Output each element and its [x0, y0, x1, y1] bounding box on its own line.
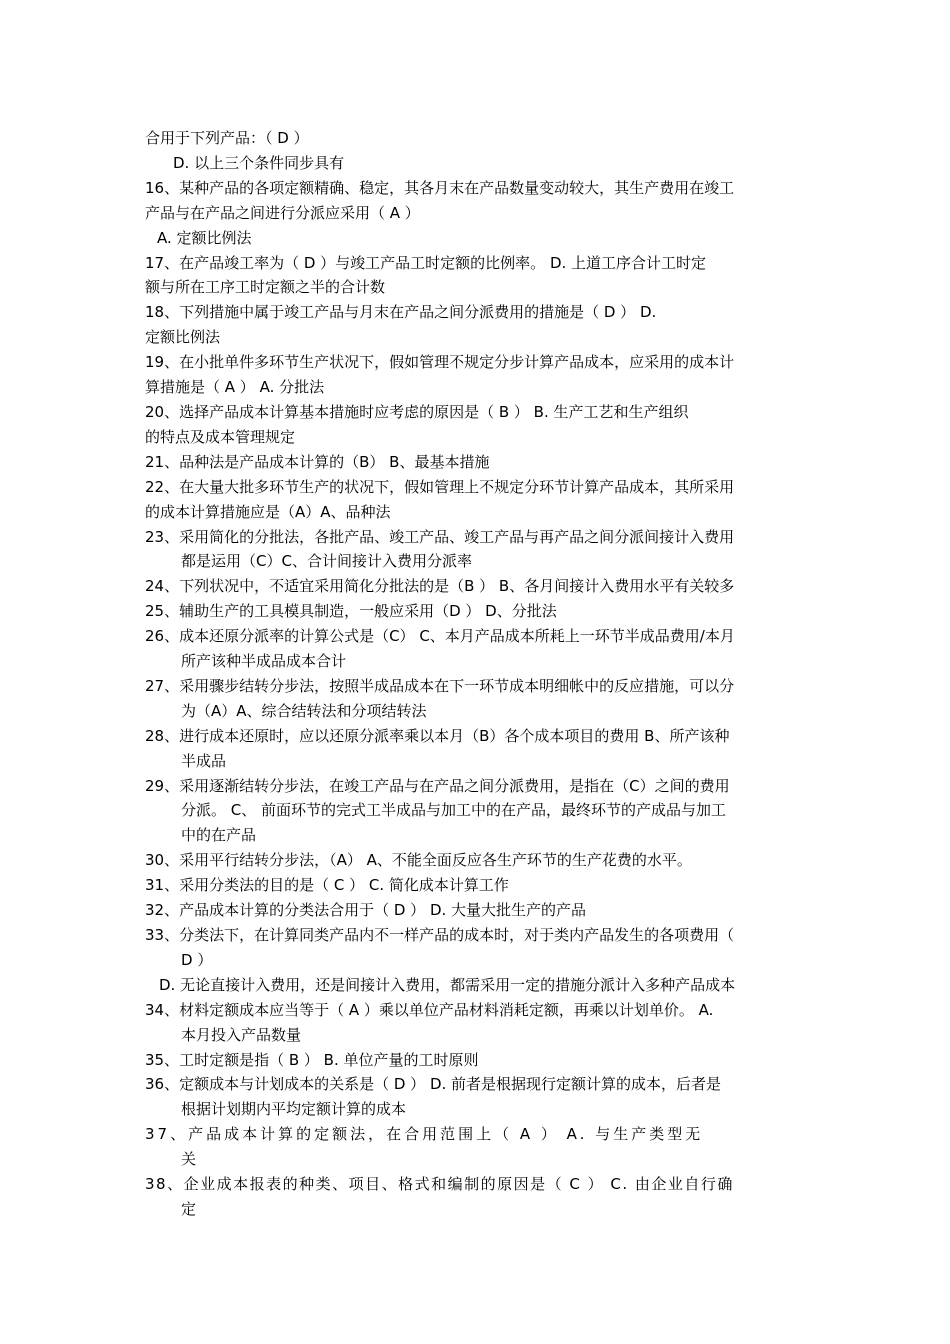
text-line: 22、在大量大批多环节生产的状况下，假如管理上不规定分环节计算产品成本，其所采用 [145, 477, 735, 496]
text-line: 关 [181, 1150, 197, 1169]
text-line: 定 [181, 1199, 197, 1218]
text-line: 都是运用（C）C、合计间接计入费用分派率 [181, 552, 472, 571]
text-line: 30、采用平行结转分步法，（A） A、不能全面反应各生产环节的生产花费的水平。 [145, 851, 692, 870]
document-body [145, 126, 807, 1222]
text-line: 33、分类法下，在计算同类产品内不一样产品的成本时，对于类内产品发生的各项费用（ [145, 926, 735, 944]
text-line: 37、产品成本计算的定额法，在合用范围上（ A ） A. 与生产类型无 [145, 1125, 704, 1144]
text-line: 34、材料定额成本应当等于（ A ）乘以单位产品材料消耗定额，再乘以计划单价。 A. [145, 1000, 714, 1019]
text-line: 16、某种产品的各项定额精确、稳定，其各月末在产品数量变动较大，其生产费用在竣工 [145, 178, 735, 197]
text-line: 23、采用简化的分批法，各批产品、竣工产品、竣工产品与再产品之间分派间接计入费用 [145, 527, 735, 546]
text-line: 的成本计算措施应是（A）A、品种法 [145, 502, 391, 521]
text-line: 本月投入产品数量 [181, 1025, 302, 1044]
text-line: 32、产品成本计算的分类法合用于（ D ） D. 大量大批生产的产品 [145, 901, 587, 920]
text-line: 31、采用分类法的目的是（ C ） C. 简化成本计算工作 [145, 876, 509, 895]
text-line: 20、选择产品成本计算基本措施时应考虑的原因是（ B ） B. 生产工艺和生产组织 [145, 402, 689, 421]
text-line: 所产该种半成品成本合计 [181, 652, 347, 671]
text-line: A. 定额比例法 [157, 228, 252, 247]
text-line: 的特点及成本管理规定 [145, 427, 296, 446]
text-line: 21、品种法是产品成本计算的（B） B、最基本措施 [145, 452, 490, 471]
text-line: D. 以上三个条件同步具有 [173, 153, 345, 172]
text-line: 额与所在工序工时定额之半的合计数 [145, 278, 386, 297]
text-line: 35、工时定额是指（ B ） B. 单位产量的工时原则 [145, 1050, 479, 1069]
text-line: 合用于下列产品：（ D ） [145, 129, 309, 147]
text-line: 18、下列措施中属于竣工产品与月末在产品之间分派费用的措施是（ D ） D. [145, 303, 657, 322]
text-line: 算措施是（ A ） A. 分批法 [145, 378, 325, 397]
text-line: 产品与在产品之间进行分派应采用（ A ） [145, 203, 420, 222]
text-line: 中的在产品 [181, 826, 257, 845]
text-line: 28、进行成本还原时，应以还原分派率乘以本月（B）各个成本项目的费用 B、所产该种 [145, 726, 730, 745]
text-line: 17、在产品竣工率为（ D ）与竣工产品工时定额的比例率。 D. 上道工序合计工时定 [145, 253, 707, 272]
text-line: 38、企业成本报表的种类、项目、格式和编制的原因是（ C ） C. 由企业自行确 [145, 1175, 734, 1194]
text-line: 26、成本还原分派率的计算公式是（C） C、本月产品成本所耗上一环节半成品费用/本月 [145, 627, 735, 646]
text-line: D. 无论直接计入费用，还是间接计入费用，都需采用一定的措施分派计入多种产品成本 [159, 975, 736, 994]
text-line: 29、采用逐渐结转分步法，在竣工产品与在产品之间分派费用，是指在（C）之间的费用 [145, 776, 730, 795]
text-line: 半成品 [181, 751, 227, 770]
text-line: D ） [181, 950, 213, 969]
text-line: 为（A）A、综合结转法和分项结转法 [181, 701, 427, 720]
text-line: 定额比例法 [145, 328, 221, 347]
text-line: 根据计划期内平均定额计算的成本 [181, 1100, 407, 1119]
text-line: 24、下列状况中，不适宜采用简化分批法的是（B ） B、各月间接计入费用水平有关较多 [145, 577, 735, 596]
text-line: 19、在小批单件多环节生产状况下，假如管理不规定分步计算产品成本，应采用的成本计 [145, 353, 735, 372]
text-line: 36、定额成本与计划成本的关系是（ D ） D. 前者是根据现行定额计算的成本，后者是 [145, 1075, 722, 1094]
text-line: 分派。 C、 前面环节的完式工半成品与加工中的在产品，最终环节的产成品与加工 [181, 801, 727, 820]
text-line: 27、采用骤步结转分步法，按照半成品成本在下一环节成本明细帐中的反应措施，可以分 [145, 676, 735, 695]
text-line: 25、辅助生产的工具模具制造，一般应采用（D ） D、分批法 [145, 602, 557, 621]
